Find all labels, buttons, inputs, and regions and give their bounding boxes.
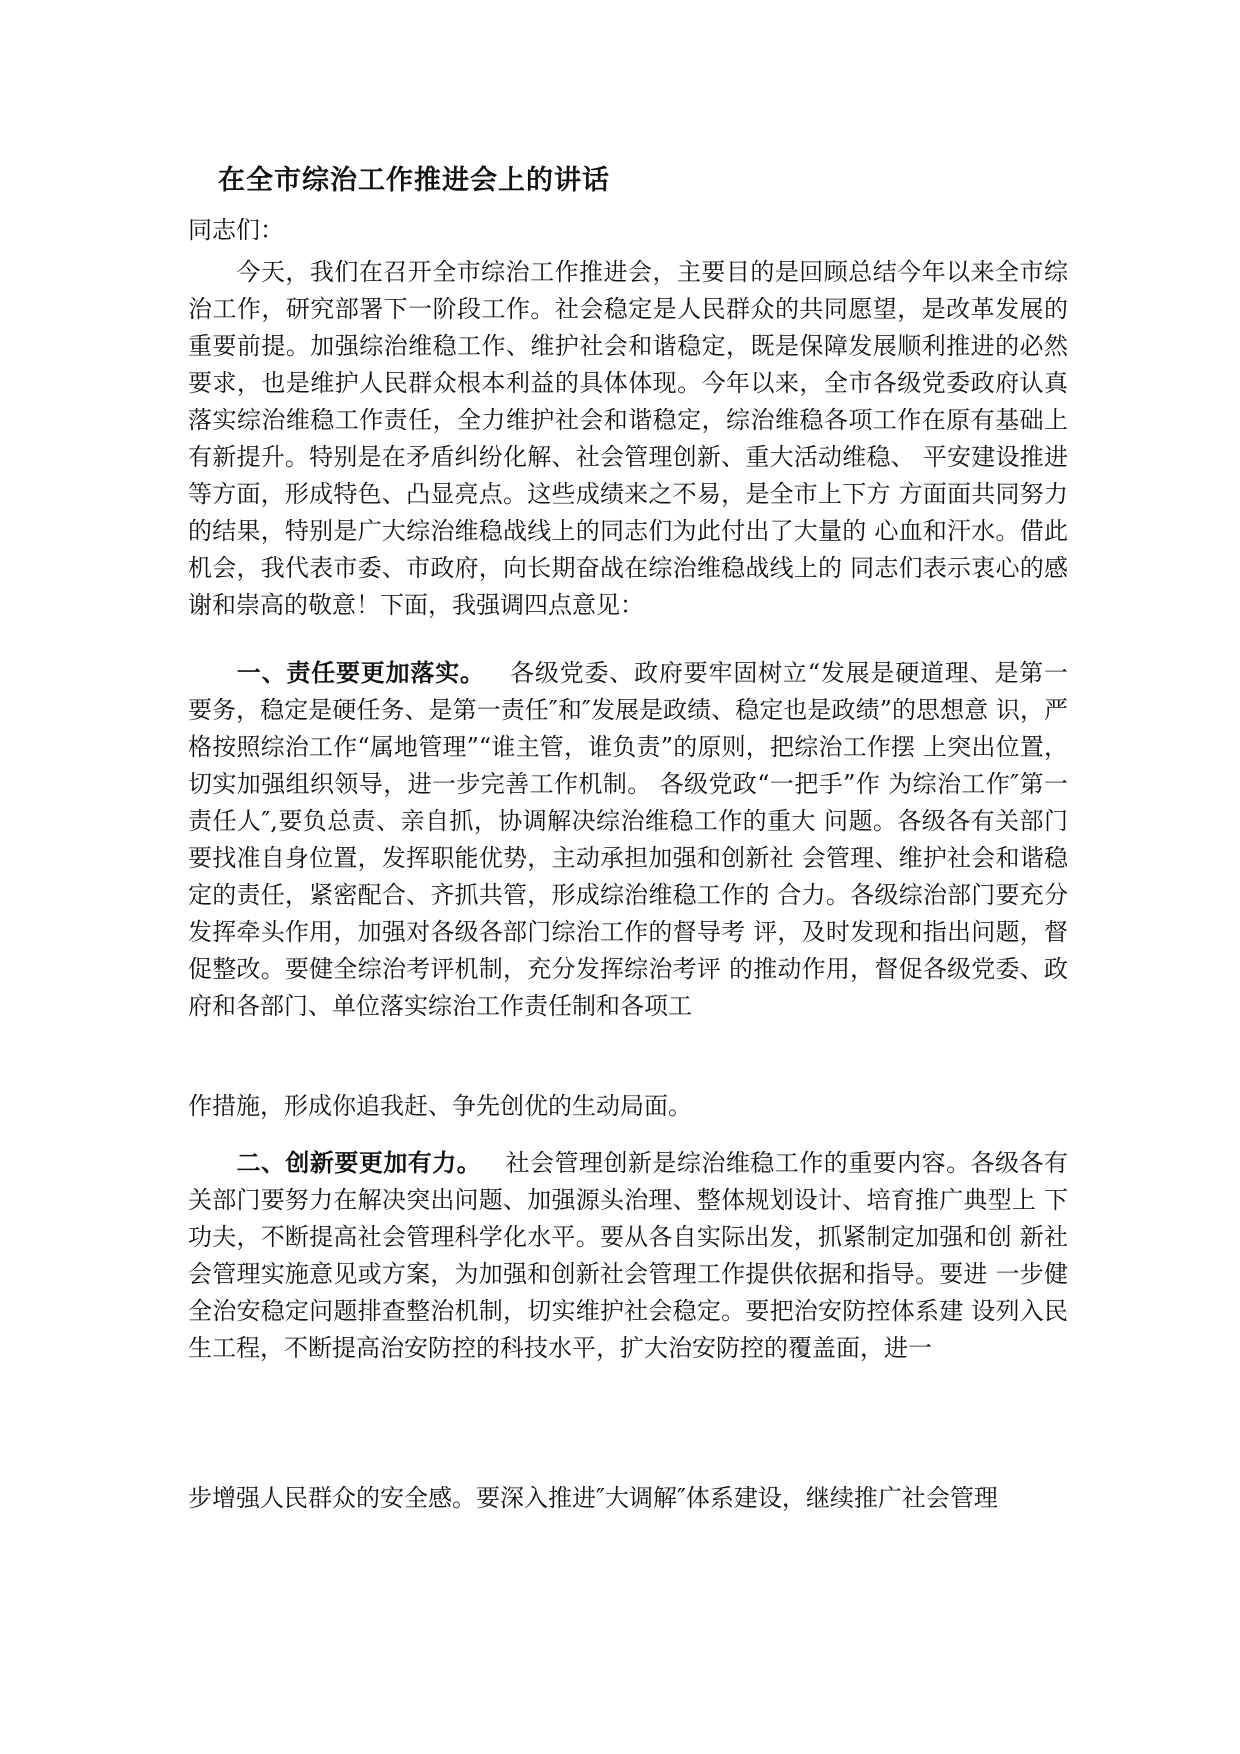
section-1-tail-paragraph	[188, 1088, 1068, 1125]
greeting: 同志们：	[188, 216, 284, 244]
intro-text: 今天，我们在召开全市综治工作推进会，主要目的是回顾总结今年以来全市综治工作，研究部署下一阶段工作。社会稳定是人民群众的共同愿望，是改革发展的重要前提。加强综治维稳工作、维护社会和谐稳定，既是保障发展顺利推进的必然要求，也是维护人民群众根本利益的具体体现。今年以来，全市各级党委政府认真落实综治维稳工作责任，全力维护社会和谐稳定，综治维稳各项工作在原有基础上有新提升。特别是在矛盾纠纷化解、社会管理创新、重大活动维稳、 平安建设推进等方面，形成特色、凸显亮点。这些成绩来之不易，是全市上下方 方面面共同努力的结果，特别是广大综治维稳战线上的同志们为此付出了大量的 心血和汗水。借此机会，我代表市委、市政府，向长期奋战在综治维稳战线上的 同志们表示衷心的感谢和崇高的敬意！下面，我强调四点意见：	[188, 258, 1068, 619]
section-2-heading: 二、创新要更加有力。	[236, 1148, 482, 1177]
document-title: 在全市综治工作推进会上的讲话	[218, 165, 610, 196]
section-1-heading: 一、责任要更加落实。	[236, 658, 485, 687]
section-2-tail: 步增强人民群众的安全感。要深入推进″大调解″体系建设，继续推广社会管理	[188, 1484, 998, 1512]
intro-paragraph	[188, 254, 1068, 624]
section-2-body: 社会管理创新是综治维稳工作的重要内容。各级各有 关部门要努力在解决突出问题、加强源头治理、整体规划设计、培育推广典型上 下功夫，不断提高社会管理科学化水平。要从各自实际出发，抓紧制定加强和创 新社会管理实施意见或方案，为加强和创新社会管理工作提供依据和指导。要进 一步健全治安稳定问题排查整治机制，切实维护社会稳定。要把治安防控体系建 设列入民生工程，不断提高治安防控的科技水平，扩大治安防控的覆盖面，进一	[188, 1149, 1069, 1362]
section-2-tail-paragraph	[188, 1480, 1068, 1517]
section-2-paragraph	[188, 1144, 1068, 1367]
section-1-tail: 作措施，形成你追我赶、争先创优的生动局面。	[188, 1092, 692, 1120]
section-1-paragraph	[188, 654, 1068, 1025]
section-1-body: 各级党委、政府要牢固树立“发展是硬道理、是第一 要务，稳定是硬任务、是第一责任″和″发展是政绩、稳定也是政绩”的思想意 识，严格按照综治工作“属地管理”“谁主管，谁负责”的原则，把综治工作摆 上突出位置，切实加强组织领导，进一步完善工作机制。 各级党政“一把手”作 为综治工作″第一责任人″,要负总责、亲自抓，协调解决综治维稳工作的重大 问题。各级各有关部门要找准自身位置，发挥职能优势，主动承担加强和创新社 会管理、维护社会和谐稳定的责任，紧密配合、齐抓共管，形成综治维稳工作的 合力。各级综治部门要充分发挥牵头作用，加强对各级各部门综治工作的督导考 评，及时发现和指出问题，督促整改。要健全综治考评机制，充分发挥综治考评 的推动作用，督促各级党委、政府和各部门、单位落实综治工作责任制和各项工	[188, 659, 1068, 1020]
